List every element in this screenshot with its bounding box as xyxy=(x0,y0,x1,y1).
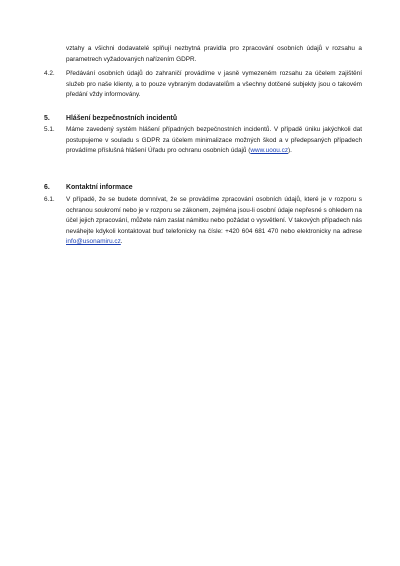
section-5-heading xyxy=(44,114,362,124)
email-link[interactable]: info@usonamiru.cz xyxy=(66,238,121,246)
item-4-2 xyxy=(44,69,362,101)
section-title: Hlášení bezpečnostních incidentů xyxy=(66,115,178,122)
section-6-heading xyxy=(44,183,362,193)
continuation-text: vztahy a všichni dodavatelé splňují nezbytná pravidla pro zpracování osobních údajů v rozsahu a parametrech vyžadovaných nařízením GDPR. xyxy=(66,45,362,63)
item-number: 4.2. xyxy=(44,70,55,77)
item-text-end: . xyxy=(120,238,123,246)
item-text: Máme zavedený systém hlášení případných bezpečnostních incidentů. V případě úniku jakýchkoli dat postupujeme v souladu s GDPR za účelem minimalizace možných škod a v předepsaných případech provádíme příslušná hlášení Úřadu pro ochranu osobních údajů ( xyxy=(66,126,362,155)
item-text-end: ). xyxy=(288,147,292,155)
item-text: Předávání osobních údajů do zahraničí provádíme v jasně vymezeném rozsahu za účelem zajištění služeb pro naše klienty, a to pouze vybraným dodavatelům a všechny dotčené subjekty jsou o takovém předání vždy informovány. xyxy=(66,70,362,99)
section-number: 5. xyxy=(44,115,50,122)
section-number: 6. xyxy=(44,184,50,191)
section-title: Kontaktní informace xyxy=(66,184,133,191)
item-5-1 xyxy=(44,125,362,157)
item-6-1 xyxy=(44,195,362,248)
item-text: V případě, že se budete domnívat, že se provádíme zpracování osobních údajů, které je v rozporu s ochranou soukromí nebo je v rozporu se zákonem, zejména jsou-li osobní údaje nepřesné s ohledem na účel jejich zpracování, můžete nám zaslat námitku nebo požádat o vysvětlení. V takových případech nás neváhejte kdykoli kontaktovat buď telefonicky na čísle: +420 604 681 470 nebo elektronicky na adrese xyxy=(66,196,362,235)
item-number: 6.1. xyxy=(44,196,55,203)
item-number: 5.1. xyxy=(44,126,55,133)
uoou-link[interactable]: www.uoou.cz xyxy=(250,147,289,155)
section-4-continuation xyxy=(44,44,362,65)
